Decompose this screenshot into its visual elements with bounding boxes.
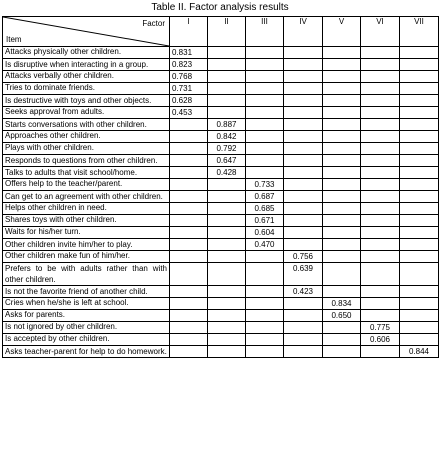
empty-cell	[246, 143, 284, 155]
empty-cell	[208, 59, 246, 71]
empty-cell	[208, 47, 246, 59]
empty-cell	[361, 119, 400, 131]
empty-cell	[246, 155, 284, 167]
table-row	[3, 71, 439, 83]
empty-cell	[361, 71, 400, 83]
empty-cell	[208, 227, 246, 239]
empty-cell	[170, 334, 208, 346]
empty-cell	[170, 179, 208, 191]
empty-cell	[400, 107, 439, 119]
empty-cell	[284, 71, 323, 83]
empty-cell	[400, 203, 439, 215]
empty-cell	[246, 119, 284, 131]
table-row	[3, 179, 439, 191]
empty-cell	[170, 203, 208, 215]
empty-cell	[323, 215, 361, 227]
empty-cell	[208, 239, 246, 251]
empty-cell	[208, 191, 246, 203]
item-cell: Prefers to be with adults rather than with other children.	[3, 263, 170, 286]
empty-cell	[361, 179, 400, 191]
table-row	[3, 263, 439, 286]
factor-header-cell: VI	[361, 17, 400, 47]
empty-cell	[323, 179, 361, 191]
item-cell: Tries to dominate friends.	[3, 83, 170, 95]
empty-cell	[246, 83, 284, 95]
empty-cell	[170, 346, 208, 358]
empty-cell	[208, 334, 246, 346]
item-cell: Offers help to the teacher/parent.	[3, 179, 170, 191]
empty-cell	[400, 59, 439, 71]
loading-cell: 0.639	[284, 263, 323, 286]
loading-cell: 0.685	[246, 203, 284, 215]
factor-header-cell: IV	[284, 17, 323, 47]
empty-cell	[323, 322, 361, 334]
factor-header-label: Factor	[142, 19, 165, 28]
empty-cell	[284, 95, 323, 107]
item-cell: Is not the favorite friend of another child.	[3, 286, 170, 298]
empty-cell	[208, 298, 246, 310]
empty-cell	[284, 310, 323, 322]
loading-cell: 0.628	[170, 95, 208, 107]
empty-cell	[400, 71, 439, 83]
table-row	[3, 95, 439, 107]
empty-cell	[400, 131, 439, 143]
empty-cell	[400, 143, 439, 155]
item-cell: Asks for parents.	[3, 310, 170, 322]
empty-cell	[208, 179, 246, 191]
table-row	[3, 227, 439, 239]
factor-header-cell: III	[246, 17, 284, 47]
item-cell: Plays with other children.	[3, 143, 170, 155]
empty-cell	[208, 83, 246, 95]
loading-cell: 0.831	[170, 47, 208, 59]
table-row	[3, 239, 439, 251]
empty-cell	[208, 215, 246, 227]
empty-cell	[361, 346, 400, 358]
table-row	[3, 155, 439, 167]
empty-cell	[323, 251, 361, 263]
loading-cell: 0.756	[284, 251, 323, 263]
loading-cell: 0.842	[208, 131, 246, 143]
factor-header-cell: V	[323, 17, 361, 47]
item-header-label: Item	[6, 35, 22, 44]
empty-cell	[323, 263, 361, 286]
empty-cell	[400, 83, 439, 95]
empty-cell	[400, 215, 439, 227]
empty-cell	[361, 83, 400, 95]
loading-cell: 0.792	[208, 143, 246, 155]
loading-cell: 0.768	[170, 71, 208, 83]
empty-cell	[361, 131, 400, 143]
empty-cell	[208, 203, 246, 215]
empty-cell	[323, 191, 361, 203]
empty-cell	[208, 95, 246, 107]
empty-cell	[246, 167, 284, 179]
empty-cell	[170, 286, 208, 298]
table-row	[3, 310, 439, 322]
empty-cell	[361, 286, 400, 298]
empty-cell	[400, 322, 439, 334]
empty-cell	[284, 59, 323, 71]
item-cell: Responds to questions from other children.	[3, 155, 170, 167]
loading-cell: 0.470	[246, 239, 284, 251]
empty-cell	[246, 95, 284, 107]
empty-cell	[400, 155, 439, 167]
table-row	[3, 251, 439, 263]
empty-cell	[170, 322, 208, 334]
empty-cell	[284, 322, 323, 334]
empty-cell	[361, 95, 400, 107]
empty-cell	[361, 59, 400, 71]
table-row	[3, 143, 439, 155]
empty-cell	[361, 298, 400, 310]
table-row	[3, 107, 439, 119]
item-cell: Asks teacher-parent for help to do homework.	[3, 346, 170, 358]
empty-cell	[170, 298, 208, 310]
empty-cell	[246, 131, 284, 143]
loading-cell: 0.731	[170, 83, 208, 95]
empty-cell	[246, 334, 284, 346]
empty-cell	[284, 215, 323, 227]
empty-cell	[400, 227, 439, 239]
loading-cell: 0.647	[208, 155, 246, 167]
empty-cell	[170, 227, 208, 239]
loading-cell: 0.423	[284, 286, 323, 298]
empty-cell	[284, 143, 323, 155]
empty-cell	[323, 83, 361, 95]
empty-cell	[400, 263, 439, 286]
empty-cell	[323, 286, 361, 298]
item-cell: Seeks approval from adults.	[3, 107, 170, 119]
empty-cell	[246, 71, 284, 83]
item-cell: Is not ignored by other children.	[3, 322, 170, 334]
empty-cell	[400, 310, 439, 322]
loading-cell: 0.453	[170, 107, 208, 119]
factor-header-cell: II	[208, 17, 246, 47]
empty-cell	[170, 143, 208, 155]
empty-cell	[284, 227, 323, 239]
empty-cell	[208, 251, 246, 263]
empty-cell	[323, 107, 361, 119]
empty-cell	[208, 322, 246, 334]
empty-cell	[323, 119, 361, 131]
empty-cell	[170, 131, 208, 143]
empty-cell	[323, 239, 361, 251]
item-cell: Is disruptive when interacting in a group.	[3, 59, 170, 71]
empty-cell	[284, 83, 323, 95]
empty-cell	[246, 310, 284, 322]
empty-cell	[208, 71, 246, 83]
empty-cell	[284, 167, 323, 179]
table-row	[3, 286, 439, 298]
table-body	[3, 47, 439, 358]
loading-cell: 0.834	[323, 298, 361, 310]
empty-cell	[246, 47, 284, 59]
empty-cell	[284, 203, 323, 215]
empty-cell	[400, 334, 439, 346]
empty-cell	[284, 239, 323, 251]
empty-cell	[246, 59, 284, 71]
empty-cell	[246, 286, 284, 298]
loading-cell: 0.428	[208, 167, 246, 179]
empty-cell	[400, 251, 439, 263]
empty-cell	[284, 334, 323, 346]
item-cell: Is destructive with toys and other objects.	[3, 95, 170, 107]
empty-cell	[323, 346, 361, 358]
empty-cell	[284, 131, 323, 143]
table-row	[3, 203, 439, 215]
item-cell: Other children invite him/her to play.	[3, 239, 170, 251]
empty-cell	[323, 334, 361, 346]
item-cell: Helps other children in need.	[3, 203, 170, 215]
empty-cell	[170, 263, 208, 286]
table-title: Table II. Factor analysis results	[151, 2, 289, 13]
empty-cell	[284, 107, 323, 119]
factor-header-cell: I	[170, 17, 208, 47]
loading-cell: 0.671	[246, 215, 284, 227]
empty-cell	[284, 346, 323, 358]
empty-cell	[170, 310, 208, 322]
table-row	[3, 215, 439, 227]
empty-cell	[400, 191, 439, 203]
item-cell: Shares toys with other children.	[3, 215, 170, 227]
empty-cell	[361, 107, 400, 119]
empty-cell	[284, 47, 323, 59]
factor-analysis-table	[2, 16, 439, 358]
empty-cell	[323, 203, 361, 215]
empty-cell	[246, 322, 284, 334]
empty-cell	[284, 119, 323, 131]
empty-cell	[170, 239, 208, 251]
empty-cell	[361, 203, 400, 215]
empty-cell	[400, 179, 439, 191]
empty-cell	[246, 298, 284, 310]
empty-cell	[170, 191, 208, 203]
empty-cell	[400, 167, 439, 179]
empty-cell	[361, 251, 400, 263]
table-row	[3, 59, 439, 71]
empty-cell	[400, 239, 439, 251]
empty-cell	[284, 191, 323, 203]
empty-cell	[208, 286, 246, 298]
factor-header-cell: VII	[400, 17, 439, 47]
item-cell: Talks to adults that visit school/home.	[3, 167, 170, 179]
empty-cell	[323, 71, 361, 83]
loading-cell: 0.844	[400, 346, 439, 358]
empty-cell	[361, 155, 400, 167]
empty-cell	[246, 263, 284, 286]
empty-cell	[208, 346, 246, 358]
empty-cell	[323, 47, 361, 59]
empty-cell	[361, 143, 400, 155]
empty-cell	[323, 167, 361, 179]
empty-cell	[284, 298, 323, 310]
empty-cell	[323, 155, 361, 167]
empty-cell	[208, 310, 246, 322]
item-cell: Other children make fun of him/her.	[3, 251, 170, 263]
loading-cell: 0.733	[246, 179, 284, 191]
empty-cell	[246, 346, 284, 358]
empty-cell	[170, 167, 208, 179]
table-row	[3, 167, 439, 179]
empty-cell	[323, 59, 361, 71]
item-cell: Starts conversations with other children.	[3, 119, 170, 131]
empty-cell	[284, 155, 323, 167]
empty-cell	[323, 143, 361, 155]
empty-cell	[400, 286, 439, 298]
empty-cell	[400, 119, 439, 131]
table-row	[3, 346, 439, 358]
empty-cell	[400, 95, 439, 107]
item-cell: Attacks verbally other children.	[3, 71, 170, 83]
empty-cell	[361, 215, 400, 227]
loading-cell: 0.687	[246, 191, 284, 203]
table-row	[3, 47, 439, 59]
table-row	[3, 334, 439, 346]
loading-cell: 0.604	[246, 227, 284, 239]
empty-cell	[208, 263, 246, 286]
loading-cell: 0.823	[170, 59, 208, 71]
empty-cell	[208, 107, 246, 119]
table-row	[3, 131, 439, 143]
loading-cell: 0.887	[208, 119, 246, 131]
item-cell: Waits for his/her turn.	[3, 227, 170, 239]
empty-cell	[323, 227, 361, 239]
item-cell: Can get to an agreement with other children.	[3, 191, 170, 203]
item-cell: Is accepted by other children.	[3, 334, 170, 346]
empty-cell	[361, 227, 400, 239]
item-cell: Approaches other children.	[3, 131, 170, 143]
empty-cell	[400, 298, 439, 310]
empty-cell	[361, 239, 400, 251]
empty-cell	[323, 95, 361, 107]
table-row	[3, 119, 439, 131]
empty-cell	[361, 191, 400, 203]
table-row	[3, 322, 439, 334]
table-row	[3, 191, 439, 203]
item-cell: Attacks physically other children.	[3, 47, 170, 59]
header-row	[3, 17, 439, 47]
empty-cell	[361, 47, 400, 59]
empty-cell	[170, 155, 208, 167]
empty-cell	[361, 263, 400, 286]
empty-cell	[361, 167, 400, 179]
loading-cell: 0.650	[323, 310, 361, 322]
empty-cell	[170, 251, 208, 263]
empty-cell	[361, 310, 400, 322]
empty-cell	[400, 47, 439, 59]
empty-cell	[284, 179, 323, 191]
header-corner-cell	[3, 17, 170, 47]
table-row	[3, 83, 439, 95]
loading-cell: 0.606	[361, 334, 400, 346]
empty-cell	[170, 119, 208, 131]
empty-cell	[246, 107, 284, 119]
empty-cell	[323, 131, 361, 143]
table-row	[3, 298, 439, 310]
empty-cell	[170, 215, 208, 227]
item-cell: Cries when he/she is left at school.	[3, 298, 170, 310]
loading-cell: 0.775	[361, 322, 400, 334]
empty-cell	[246, 251, 284, 263]
